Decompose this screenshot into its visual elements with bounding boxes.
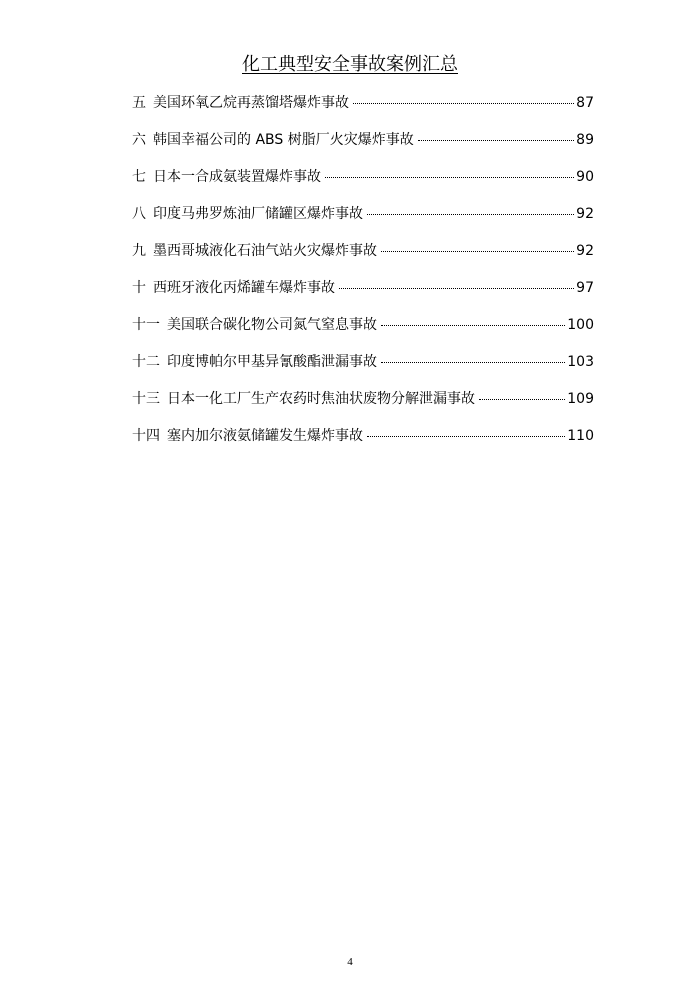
toc-dot-leader — [325, 177, 574, 178]
toc-entry-page: 109 — [567, 391, 594, 407]
toc-dot-leader — [381, 325, 565, 326]
toc-entry-title: 西班牙液化丙烯罐车爆炸事故 — [153, 280, 335, 296]
toc-dot-leader — [367, 214, 574, 215]
toc-entry-number: 十三 — [132, 391, 160, 407]
toc-dot-leader — [479, 399, 565, 400]
toc-entry-page: 87 — [576, 95, 594, 111]
toc-entry[interactable] — [132, 351, 594, 388]
toc-entry-title: 印度马弗罗炼油厂储罐区爆炸事故 — [153, 206, 363, 222]
toc-entry-page: 100 — [567, 317, 594, 333]
toc-entry[interactable] — [132, 129, 594, 166]
toc-entry-number: 五 — [132, 95, 146, 111]
toc-entry[interactable] — [132, 166, 594, 203]
toc-entry-number: 十二 — [132, 354, 160, 370]
toc-entry-title: 塞内加尔液氨储罐发生爆炸事故 — [167, 428, 363, 444]
toc-entry-number: 八 — [132, 206, 146, 222]
page-title: 化工典型安全事故案例汇总 — [242, 54, 458, 75]
toc-entry-page: 110 — [567, 428, 594, 444]
toc-dot-leader — [381, 362, 565, 363]
table-of-contents — [132, 92, 594, 462]
toc-dot-leader — [353, 103, 574, 104]
toc-dot-leader — [381, 251, 574, 252]
toc-entry-number: 十四 — [132, 428, 160, 444]
toc-entry-title: 墨西哥城液化石油气站火灾爆炸事故 — [153, 243, 377, 259]
toc-entry-page: 97 — [576, 280, 594, 296]
toc-dot-leader — [339, 288, 574, 289]
toc-entry-title: 韩国幸福公司的 ABS 树脂厂火灾爆炸事故 — [153, 132, 414, 148]
toc-entry-page: 90 — [576, 169, 594, 185]
page-number: 4 — [347, 956, 353, 968]
toc-entry-number: 六 — [132, 132, 146, 148]
toc-entry-number: 七 — [132, 169, 146, 185]
toc-entry[interactable] — [132, 314, 594, 351]
toc-entry[interactable] — [132, 425, 594, 462]
toc-entry-number: 九 — [132, 243, 146, 259]
toc-entry[interactable] — [132, 240, 594, 277]
toc-dot-leader — [418, 140, 574, 141]
toc-entry-title: 美国联合碳化物公司氮气窒息事故 — [167, 317, 377, 333]
toc-entry-number: 十 — [132, 280, 146, 296]
toc-entry-number: 十一 — [132, 317, 160, 333]
toc-entry-title: 美国环氧乙烷再蒸馏塔爆炸事故 — [153, 95, 349, 111]
toc-entry[interactable] — [132, 92, 594, 129]
toc-entry-title: 印度博帕尔甲基异氰酸酯泄漏事故 — [167, 354, 377, 370]
toc-entry-page: 103 — [567, 354, 594, 370]
toc-entry-page: 89 — [576, 132, 594, 148]
toc-entry[interactable] — [132, 203, 594, 240]
toc-entry-page: 92 — [576, 206, 594, 222]
toc-dot-leader — [367, 436, 565, 437]
toc-entry-title: 日本一化工厂生产农药时焦油状废物分解泄漏事故 — [167, 391, 475, 407]
toc-entry-page: 92 — [576, 243, 594, 259]
toc-entry[interactable] — [132, 388, 594, 425]
toc-entry[interactable] — [132, 277, 594, 314]
toc-entry-title: 日本一合成氨装置爆炸事故 — [153, 169, 321, 185]
